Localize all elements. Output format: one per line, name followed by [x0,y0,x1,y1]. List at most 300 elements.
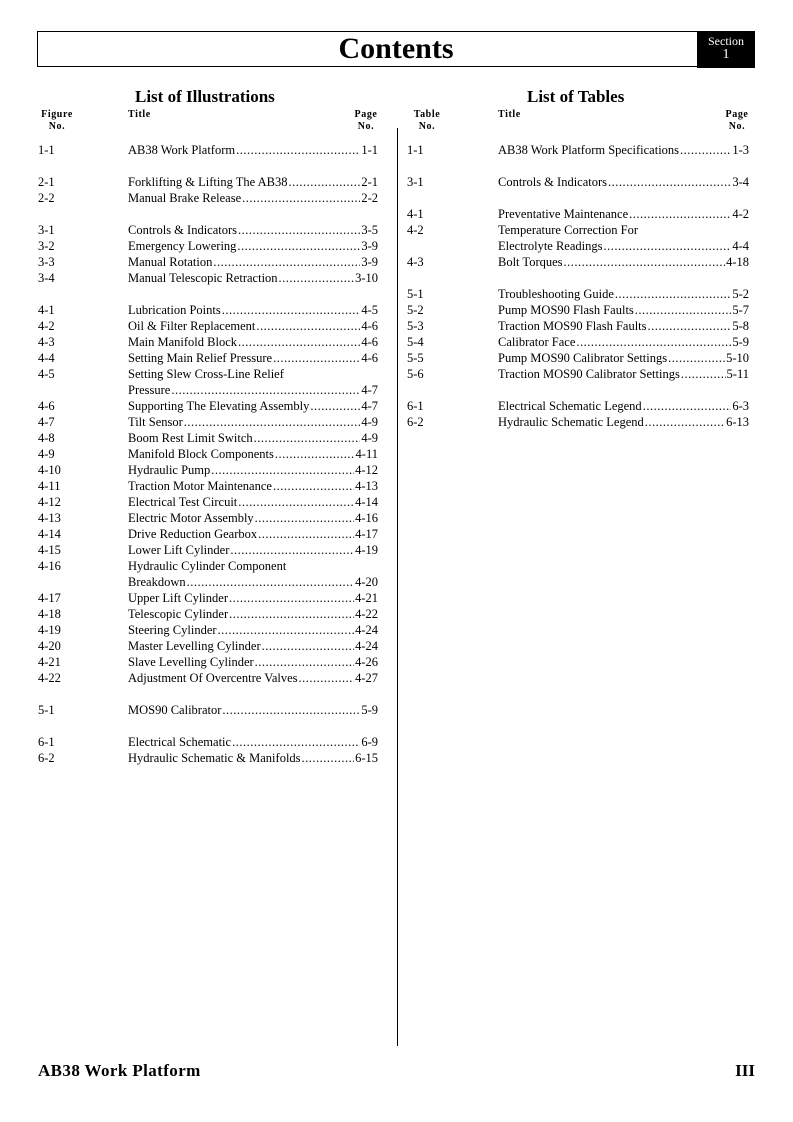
illustration-page: 2-2 [361,191,378,205]
illustration-title: Setting Slew Cross-Line Relief [128,367,284,381]
illustration-page: 6-15 [355,751,378,765]
illustration-number: 6-2 [38,751,55,765]
table-title-line [498,142,749,158]
table-title-line [498,206,749,222]
illustration-title: Controls & Indicators [128,223,238,237]
table-entry[interactable] [407,222,749,238]
illustration-page-column-header [350,109,382,133]
dot-leader [230,542,354,558]
dot-leader [680,142,731,158]
dot-leader [236,142,360,158]
dot-leader [238,334,360,350]
dot-leader [229,590,354,606]
illustration-title-line [128,382,378,398]
illustration-title-line [128,254,378,270]
illustration-entry[interactable] [38,190,378,206]
dot-leader [232,734,360,750]
table-title-line [498,350,749,366]
illustration-title-line [128,542,378,558]
section-number: 1 [722,47,730,62]
tbl-page-col-label: Page [725,109,749,120]
table-entry[interactable] [407,350,749,366]
illustration-title-line [128,462,378,478]
illustration-entry[interactable] [38,142,378,158]
dot-leader [254,430,361,446]
illustration-title-line [128,750,378,766]
illustration-title: Manual Telescopic Retraction [128,271,278,285]
table-title-line [498,398,749,414]
illustration-entry[interactable] [38,702,378,718]
table-col-label: Table [413,109,441,120]
illustration-title: Tilt Sensor [128,415,183,429]
illustration-title: Electrical Test Circuit [128,495,238,509]
illustration-number: 1-1 [38,143,55,157]
illustration-number: 4-8 [38,431,55,445]
illustration-number: 4-5 [38,367,55,381]
dot-leader [218,622,355,638]
illustration-title-line [128,606,378,622]
illustration-title-line [128,590,378,606]
table-title: Controls & Indicators [498,175,608,189]
illustration-page: 4-9 [361,415,378,429]
illustration-title: Breakdown [128,575,186,589]
illustration-entry[interactable] [38,430,378,446]
illustration-entry[interactable] [38,334,378,350]
illustration-title: Manual Rotation [128,255,213,269]
illustration-entry[interactable] [38,366,378,382]
illustration-title-line [128,430,378,446]
column-divider [397,128,398,1046]
illustration-title-line [128,398,378,414]
illustration-title-line [128,174,378,190]
illustration-number: 4-14 [38,527,61,541]
illustration-entry[interactable] [38,398,378,414]
illustration-number: 4-19 [38,623,61,637]
illustration-title: Boom Rest Limit Switch [128,431,253,445]
dot-leader [648,318,732,334]
dot-leader [256,318,360,334]
illustration-title: Lubrication Points [128,303,221,317]
tables-list [407,142,749,430]
table-entry[interactable] [407,174,749,190]
illustration-number: 5-1 [38,703,55,717]
dot-leader [255,510,354,526]
table-entry[interactable] [407,398,749,414]
illustration-number: 4-9 [38,447,55,461]
illustration-title: Hydraulic Pump [128,463,211,477]
illustration-page: 4-24 [355,623,378,637]
illustration-page: 5-9 [361,703,378,717]
table-number: 5-3 [407,319,424,333]
illustration-entry[interactable] [38,654,378,670]
illustration-page: 6-9 [361,735,378,749]
figure-col-sublabel: No. [48,121,66,132]
illustration-entry[interactable] [38,222,378,238]
illustration-page: 4-19 [355,543,378,557]
dot-leader [171,382,360,398]
figure-col-label: Figure [41,109,73,120]
table-title: Bolt Torques [498,255,563,269]
table-number: 4-2 [407,223,424,237]
dot-leader [273,478,354,494]
dot-leader [635,302,732,318]
table-page: 6-13 [726,415,749,429]
table-entry[interactable] [407,414,749,430]
illustration-title-line [128,478,378,494]
illustration-entry[interactable] [38,494,378,510]
illustration-entry[interactable] [38,542,378,558]
illustration-page: 4-20 [355,575,378,589]
illustration-title-line [128,414,378,430]
illustration-title: Manual Brake Release [128,191,242,205]
dot-leader [213,254,360,270]
illustration-entry[interactable] [38,622,378,638]
table-entry[interactable] [407,142,749,158]
illustration-title-line [128,238,378,254]
table-title: Temperature Correction For [498,223,639,237]
ill-page-col-label: Page [354,109,378,120]
table-page: 5-9 [732,335,749,349]
illustration-title: Pressure [128,383,171,397]
illustration-entry[interactable] [38,382,378,398]
table-title: Hydraulic Schematic Legend [498,415,644,429]
illustration-title-line [128,574,378,590]
illustration-number: 4-17 [38,591,61,605]
illustration-number: 3-3 [38,255,55,269]
illustration-title-line [128,510,378,526]
illustration-title: Drive Reduction Gearbox [128,527,258,541]
dot-leader [289,174,361,190]
dot-leader [299,670,355,686]
illustration-title-line [128,270,378,286]
illustration-number: 4-15 [38,543,61,557]
dot-leader [237,238,360,254]
table-entry[interactable] [407,334,749,350]
illustration-page: 4-6 [361,351,378,365]
illustration-title-line [128,734,378,750]
illustration-title-line [128,638,378,654]
dot-leader [211,462,354,478]
illustration-title-line [128,494,378,510]
illustration-title-line [128,350,378,366]
illustration-title: Steering Cylinder [128,623,217,637]
illustration-title: Main Manifold Block [128,335,238,349]
illustration-title-line [128,302,378,318]
illustration-entry[interactable] [38,302,378,318]
illustration-page: 4-11 [355,447,378,461]
table-title: Troubleshooting Guide [498,287,614,301]
illustration-entry[interactable] [38,318,378,334]
table-entry[interactable] [407,254,749,270]
table-title-line [498,302,749,318]
table-entry[interactable] [407,366,749,382]
illustration-page: 4-21 [355,591,378,605]
illustration-title-line [128,558,378,574]
section-tab [697,31,755,68]
table-col-sublabel: No. [418,121,436,132]
table-entry[interactable] [407,318,749,334]
table-title: Pump MOS90 Calibrator Settings [498,351,668,365]
illustrations-heading: List of Illustrations [135,87,275,106]
illustration-entry[interactable] [38,526,378,542]
illustration-title-line [128,222,378,238]
table-number: 6-2 [407,415,424,429]
illustration-number: 2-1 [38,175,55,189]
table-title-column-header: Title [498,109,521,120]
illustration-title: Adjustment Of Overcentre Valves [128,671,298,685]
illustration-entry[interactable] [38,734,378,750]
illustration-entry[interactable] [38,414,378,430]
illustration-entry[interactable] [38,606,378,622]
table-title-line [498,366,749,382]
illustration-title: Hydraulic Cylinder Component [128,559,287,573]
illustration-title: Emergency Lowering [128,239,237,253]
illustration-entry[interactable] [38,558,378,574]
dot-leader [681,366,726,382]
table-number: 4-1 [407,207,424,221]
table-title-line [498,334,749,350]
illustration-page: 4-17 [355,527,378,541]
illustration-number: 3-2 [38,239,55,253]
illustration-page: 3-9 [361,255,378,269]
table-number: 5-6 [407,367,424,381]
illustration-page: 3-5 [361,223,378,237]
illustration-number: 2-2 [38,191,55,205]
illustration-entry[interactable] [38,350,378,366]
illustration-page: 4-7 [361,399,378,413]
illustration-title-line [128,318,378,334]
illustration-page: 3-9 [361,239,378,253]
table-title-line [498,286,749,302]
illustration-number: 4-13 [38,511,61,525]
illustration-entry[interactable] [38,750,378,766]
dot-leader [603,238,731,254]
table-title-line [498,254,749,270]
illustration-number: 4-7 [38,415,55,429]
table-number: 4-3 [407,255,424,269]
illustration-entry[interactable] [38,574,378,590]
table-title-line [498,174,749,190]
illustration-title: Upper Lift Cylinder [128,591,228,605]
dot-leader [629,206,731,222]
illustration-number: 4-4 [38,351,55,365]
table-title-line [498,318,749,334]
header-box [37,31,755,67]
footer-page-number: III [735,1061,755,1080]
illustrations-list [38,142,378,766]
dot-leader [310,398,360,414]
table-number: 3-1 [407,175,424,189]
illustration-page: 4-6 [361,335,378,349]
dot-leader [238,494,354,510]
illustration-title: AB38 Work Platform [128,143,236,157]
table-title: Pump MOS90 Flash Faults [498,303,634,317]
illustration-number: 4-10 [38,463,61,477]
dot-leader [238,222,360,238]
dot-leader [222,302,361,318]
table-page: 4-2 [732,207,749,221]
table-number: 5-2 [407,303,424,317]
table-title: Calibrator Face [498,335,576,349]
dot-leader [643,398,732,414]
illustration-number: 4-1 [38,303,55,317]
dot-leader [258,526,354,542]
table-page: 5-8 [732,319,749,333]
dot-leader [262,638,354,654]
illustration-title-line [128,366,378,382]
page-title: Contents [338,32,454,65]
dot-leader [275,446,355,462]
illustration-title: Traction Motor Maintenance [128,479,272,493]
illustration-title-line [128,654,378,670]
table-entry[interactable] [407,302,749,318]
illustration-page: 1-1 [361,143,378,157]
illustration-entry[interactable] [38,254,378,270]
illustration-number: 4-6 [38,399,55,413]
illustration-title: Telescopic Cylinder [128,607,229,621]
illustration-page: 4-12 [355,463,378,477]
illustration-number: 4-12 [38,495,61,509]
dot-leader [615,286,731,302]
tbl-page-col-sublabel: No. [728,121,746,132]
dot-leader [187,574,354,590]
illustration-page: 4-22 [355,607,378,621]
illustration-page: 3-10 [355,271,378,285]
dot-leader [564,254,726,270]
table-entry[interactable] [407,206,749,222]
illustration-title: MOS90 Calibrator [128,703,222,717]
table-number: 5-4 [407,335,424,349]
illustration-number: 4-3 [38,335,55,349]
illustration-page: 4-7 [361,383,378,397]
table-page: 3-4 [732,175,749,189]
table-title: Traction MOS90 Flash Faults [498,319,647,333]
dot-leader [273,350,360,366]
illustration-page: 4-5 [361,303,378,317]
dot-leader [608,174,731,190]
illustration-title-line [128,190,378,206]
illustration-title-line [128,446,378,462]
illustration-entry[interactable] [38,590,378,606]
ill-page-col-sublabel: No. [357,121,375,132]
section-label: Section [708,34,744,48]
illustration-title: Electrical Schematic [128,735,232,749]
illustration-page: 4-14 [355,495,378,509]
illustration-number: 3-4 [38,271,55,285]
dot-leader [279,270,355,286]
table-page: 5-11 [726,367,749,381]
table-number: 5-1 [407,287,424,301]
illustration-page: 4-9 [361,431,378,445]
table-number: 6-1 [407,399,424,413]
illustration-entry[interactable] [38,446,378,462]
illustration-number: 4-11 [38,479,61,493]
illustration-entry[interactable] [38,238,378,254]
table-page: 6-3 [732,399,749,413]
illustration-title-line [128,622,378,638]
illustration-page: 4-24 [355,639,378,653]
illustration-title-line [128,334,378,350]
illustration-page: 4-27 [355,671,378,685]
dot-leader [242,190,360,206]
illustration-title-column-header: Title [128,109,151,120]
illustration-title: Manifold Block Components [128,447,274,461]
dot-leader [184,414,361,430]
table-page: 4-18 [726,255,749,269]
illustration-title: Oil & Filter Replacement [128,319,256,333]
figure-column-header [39,109,75,133]
illustration-page: 4-13 [355,479,378,493]
illustration-number: 4-22 [38,671,61,685]
table-entry[interactable] [407,238,749,254]
dot-leader [302,750,355,766]
dot-leader [576,334,731,350]
illustration-number: 4-2 [38,319,55,333]
illustration-number: 3-1 [38,223,55,237]
illustration-title: Forklifting & Lifting The AB38 [128,175,288,189]
illustration-number: 4-18 [38,607,61,621]
illustration-number: 4-20 [38,639,61,653]
table-title: Preventative Maintenance [498,207,629,221]
table-page-column-header [722,109,752,133]
illustration-title-line [128,526,378,542]
table-page: 5-2 [732,287,749,301]
illustration-entry[interactable] [38,462,378,478]
illustration-entry[interactable] [38,510,378,526]
illustration-title: Master Levelling Cylinder [128,639,261,653]
illustration-title: Slave Levelling Cylinder [128,655,254,669]
illustration-title-line [128,670,378,686]
table-title-line [498,222,749,238]
table-title: Electrical Schematic Legend [498,399,642,413]
illustration-entry[interactable] [38,478,378,494]
table-title-line [498,414,749,430]
illustration-number: 4-16 [38,559,61,573]
illustration-title: Hydraulic Schematic & Manifolds [128,751,301,765]
dot-leader [645,414,725,430]
tables-heading: List of Tables [527,87,625,106]
table-page: 1-3 [732,143,749,157]
illustration-title: Lower Lift Cylinder [128,543,230,557]
table-page: 5-7 [732,303,749,317]
illustration-title: Supporting The Elevating Assembly [128,399,310,413]
dot-leader [229,606,354,622]
illustration-title-line [128,142,378,158]
table-title: Electrolyte Readings [498,239,603,253]
illustration-title-line [128,702,378,718]
illustration-page: 2-1 [361,175,378,189]
table-number: 5-5 [407,351,424,365]
illustration-number: 4-21 [38,655,61,669]
illustration-entry[interactable] [38,638,378,654]
illustration-entry[interactable] [38,270,378,286]
illustration-entry[interactable] [38,670,378,686]
table-page: 4-4 [732,239,749,253]
illustration-entry[interactable] [38,174,378,190]
table-page: 5-10 [726,351,749,365]
illustration-page: 4-6 [361,319,378,333]
table-title-line [498,238,749,254]
table-column-header [410,109,444,133]
illustration-page: 4-26 [355,655,378,669]
dot-leader [255,654,354,670]
table-title: AB38 Work Platform Specifications [498,143,680,157]
dot-leader [222,702,360,718]
illustration-title: Electric Motor Assembly [128,511,254,525]
illustration-title: Setting Main Relief Pressure [128,351,273,365]
dot-leader [668,350,725,366]
table-entry[interactable] [407,286,749,302]
